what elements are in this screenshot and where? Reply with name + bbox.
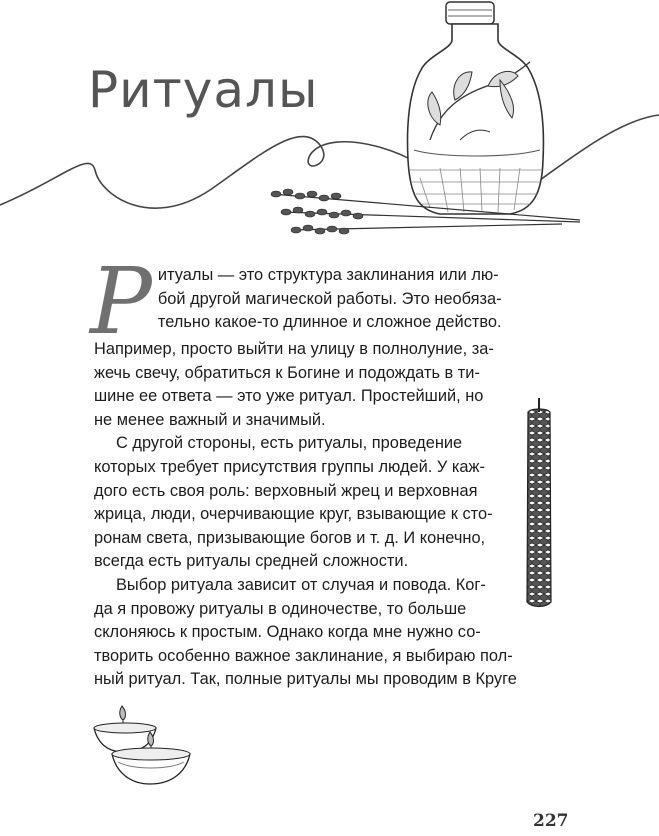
text-line: ронам света, призывающие богов и т. д. И конечно,	[94, 528, 486, 547]
tealight-candles-illustration	[92, 704, 202, 794]
text-line: да я провожу ритуалы в одиночестве, то больше	[94, 599, 467, 618]
drop-cap: Р	[90, 248, 152, 355]
text-line: дого есть своя роль: верховный жрец и верховная	[94, 481, 478, 500]
text-line: не менее важный и значимый.	[94, 410, 326, 429]
page-title: Ритуалы	[88, 61, 319, 119]
text-line: С другой стороны, есть ритуалы, проведение	[116, 434, 463, 453]
text-line: жечь свечу, обратиться к Богине и подождать в ти-	[94, 363, 480, 382]
text-line: жрица, люди, очерчивающие круг, взывающие к сто-	[94, 505, 493, 524]
text-line: склоняюсь к простым. Однако когда мне нужно со-	[94, 623, 481, 642]
text-line: Например, просто выйти на улицу в полнолуние, за-	[94, 340, 494, 358]
body-text	[90, 248, 544, 692]
text-line: итуалы — это структура заклинания или лю-	[157, 266, 499, 284]
text-line: всегда есть ритуалы средней сложности.	[94, 552, 409, 571]
paragraph-3	[94, 574, 544, 692]
text-line: Выбор ритуала зависит от случая и повода. Ког-	[116, 575, 486, 594]
text-line: шине ее ответа — это уже ритуал. Простейший, но	[94, 387, 484, 406]
text-line: бой другой магической работы. Это необяза-	[157, 289, 502, 308]
text-line: ный ритуал. Так, полные ритуалы мы проводим в Круге	[94, 670, 517, 689]
beeswax-candle-illustration	[524, 398, 554, 610]
lavender-sprigs-illustration	[262, 182, 582, 242]
text-line: творить особенно важное заклинание, я выбираю пол-	[94, 646, 513, 665]
paragraph-2	[94, 432, 514, 574]
page-number: 227	[533, 811, 569, 831]
paragraph-1	[90, 248, 544, 432]
text-line: тельно какое-то длинное и сложное действо.	[157, 313, 502, 332]
text-line: которых требует присутствия группы людей. У каж-	[94, 457, 485, 476]
